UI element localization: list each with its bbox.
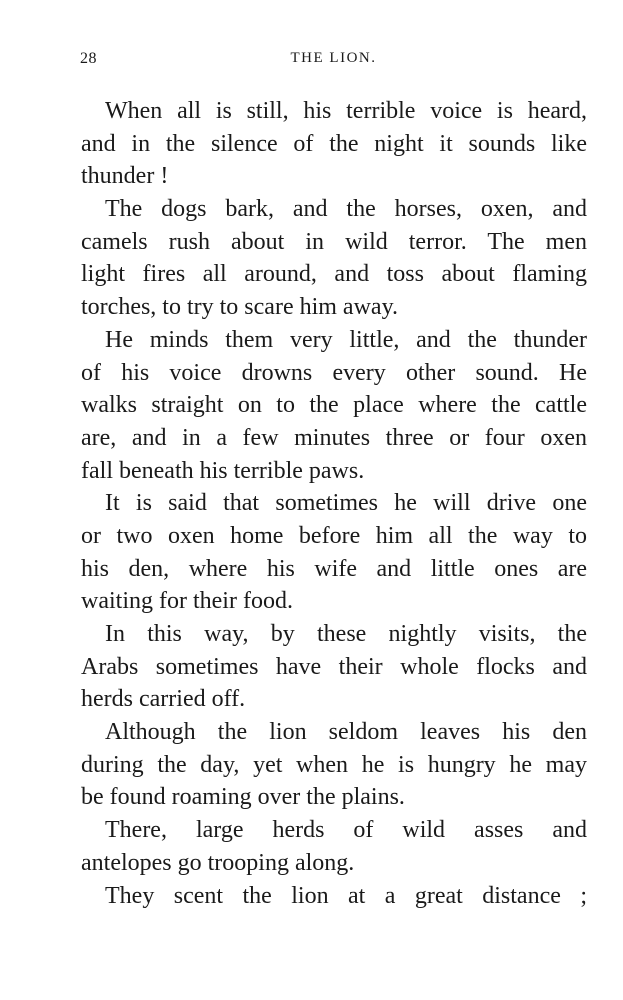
running-title: THE LION. bbox=[290, 50, 377, 66]
text-line: It is said that sometimes he will drive one bbox=[105, 490, 587, 517]
text-line: When all is still, his terrible voice is heard, bbox=[105, 98, 587, 124]
text-line: light fires all around, and toss about flaming bbox=[81, 261, 587, 288]
body-text bbox=[81, 95, 587, 912]
text-line: thunder ! bbox=[81, 163, 169, 190]
text-line: The dogs bark, and the horses, oxen, and bbox=[105, 196, 587, 223]
text-line: of his voice drowns every other sound. He bbox=[81, 359, 587, 386]
text-line: antelopes go trooping along. bbox=[81, 849, 355, 876]
page-number: 28 bbox=[80, 50, 97, 67]
text-line: herds carried off. bbox=[81, 686, 246, 713]
text-line: Although the lion seldom leaves his den bbox=[105, 719, 587, 746]
text-line: or two oxen home before him all the way to bbox=[81, 522, 587, 549]
text-line: They scent the lion at a great distance ; bbox=[105, 882, 587, 909]
text-line: camels rush about in wild terror. The men bbox=[81, 228, 587, 255]
text-line: waiting for their food. bbox=[81, 588, 293, 615]
text-line: There, large herds of wild asses and bbox=[105, 817, 587, 844]
text-line: walks straight on to the place where the cattle bbox=[81, 392, 587, 419]
text-line: He minds them very little, and the thunder bbox=[105, 326, 587, 353]
page-header bbox=[80, 50, 587, 74]
text-line: be found roaming over the plains. bbox=[81, 784, 405, 811]
text-line: his den, where his wife and little ones are bbox=[81, 555, 587, 582]
text-line: and in the silence of the night it sounds like bbox=[81, 130, 587, 157]
text-line: during the day, yet when he is hungry he may bbox=[81, 751, 587, 778]
text-line: In this way, by these nightly visits, the bbox=[105, 621, 587, 647]
text-line: fall beneath his terrible paws. bbox=[81, 457, 365, 484]
text-line: are, and in a few minutes three or four oxen bbox=[81, 424, 587, 451]
text-line: torches, to try to scare him away. bbox=[81, 294, 399, 321]
text-line: Arabs sometimes have their whole flocks and bbox=[81, 653, 587, 680]
